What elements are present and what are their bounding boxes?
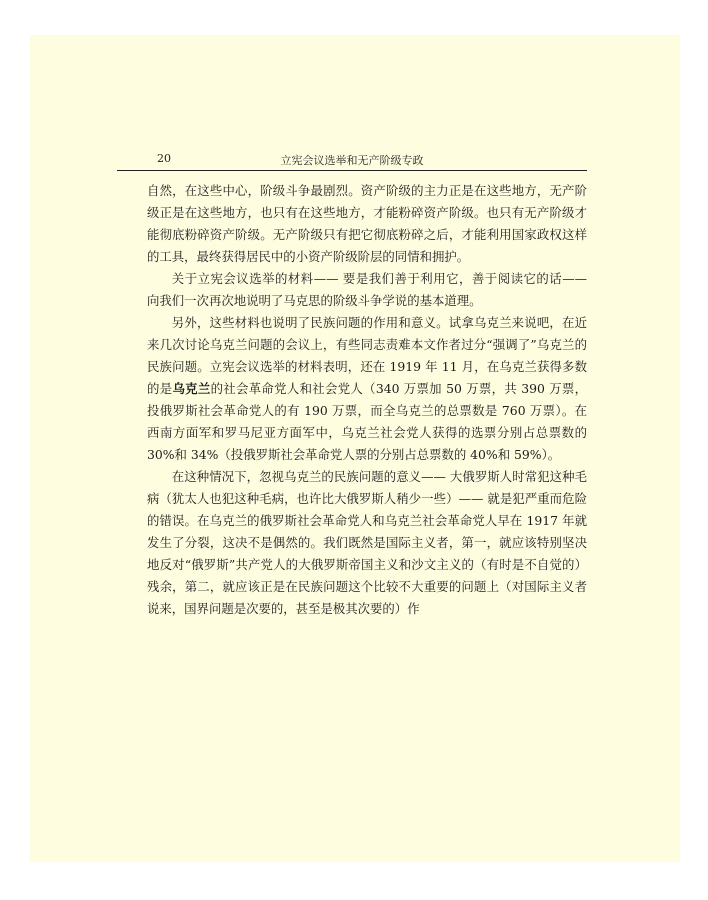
paragraph: 在这种情况下，忽视乌克兰的民族问题的意义—— 大俄罗斯人时常犯这种毛病（犹太人也犯这种毛病，也许比大俄罗斯人稍少一些）—— 就是犯严重而危险的错误。在乌克兰的俄罗斯社会革命党人和乌克兰社会革命党人早在 1917 年就发生了分裂，这决不是偶然的。我们既然是国际主义者，第一，就应该特别坚决地反对“俄罗斯”共产党人的大俄罗斯帝国主义和沙文主义的（有时是不自觉的）残余，第二，就应该正是在民族问题这个比较不大重要的问题上（对国际主义者说来，国界问题是次要的，甚至是极其次要的）作 [147,469,587,616]
body-text [147,180,587,620]
paragraph-text: 另外，这些材料也说明了民族问题的作用和意义。试拿乌克兰来说吧，在近来几次讨论乌克兰问题的会议上，有些同志责难本文作者过分“强调了”乌克兰的民族问题。立宪会议选举的材料表明，还在 1919 年 11 月，在乌克兰获得多数的是 [147,315,587,396]
bold-emphasis: 乌克兰 [172,381,211,396]
page-header [117,150,587,171]
paragraph: 关于立宪会议选举的材料—— 要是我们善于利用它，善于阅读它的话—— 向我们一次再次地说明了马克思的阶级斗争学说的基本道理。 [147,271,587,308]
paragraph: 自然，在这些中心，阶级斗争最剧烈。资产阶级的主力正是在这些地方，无产阶级正是在这些地方，也只有在这些地方，才能粉碎资产阶级。也只有无产阶级才能彻底粉碎资产阶级。无产阶级只有把它彻底粉碎之后，才能利用国家政权这样的工具，最终获得居民中的小资产阶级阶层的同情和拥护。 [147,183,587,264]
running-title: 立宪会议选举和无产阶级专政 [280,154,424,167]
paragraph-text: 的社会革命党人和社会党人（340 万票加 50 万票，共 390 万票，投俄罗斯社会革命党人的有 190 万票，而全乌克兰的总票数是 760 万票）。在西南方面军和罗马尼亚方面军中，乌克兰社会党人获得的选票分别占总票数的 30%和 34%（投俄罗斯社会革命党人票的分别占总票数的 40%和 59%）。 [147,381,588,462]
page-number: 20 [157,152,171,165]
paragraph [147,312,587,466]
